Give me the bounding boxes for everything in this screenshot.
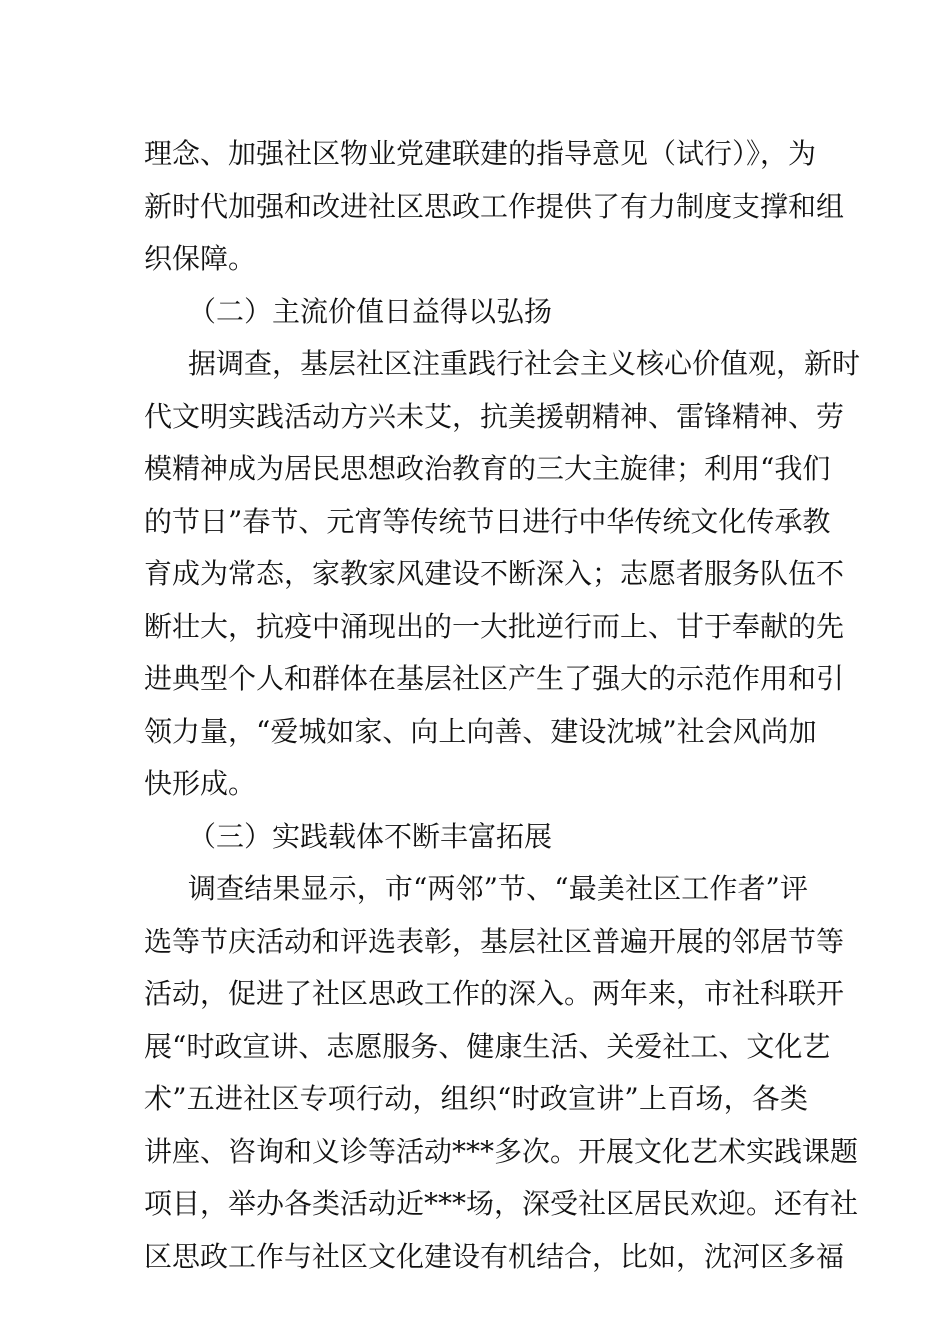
body-line: 领力量，“爱城如家、向上向善、建设沈城”社会风尚加: [144, 714, 817, 748]
body-line: 断壮大，抗疫中涌现出的一大批逆行而上、甘于奉献的先: [144, 609, 845, 643]
body-line: 据调查，基层社区注重践行社会主义核心价值观，新时: [188, 347, 861, 380]
body-line: 活动，促进了社区思政工作的深入。两年来，市社科联开: [144, 977, 845, 1010]
body-line: 项目，举办各类活动近***场，深受社区居民欢迎。还有社: [144, 1187, 859, 1220]
document-body: [144, 128, 861, 1283]
body-line: 选等节庆活动和评选表彰，基层社区普遍开展的邻居节等: [144, 924, 845, 958]
body-line: 区思政工作与社区文化建设有机结合，比如，沈河区多福: [144, 1239, 845, 1273]
body-line: 术”五进社区专项行动，组织“时政宣讲”上百场，各类: [144, 1082, 808, 1115]
body-line: 模精神成为居民思想政治教育的三大主旋律；利用“我们: [144, 452, 831, 485]
body-line: 代文明实践活动方兴未艾，抗美援朝精神、雷锋精神、劳: [144, 399, 845, 433]
body-line: 织保障。: [144, 242, 257, 275]
body-line: 理念、加强社区物业党建联建的指导意见（试行）》，为: [144, 137, 817, 170]
body-line: 讲座、咨询和义诊等活动***多次。开展文化艺术实践课题: [144, 1134, 859, 1168]
body-line: 新时代加强和改进社区思政工作提供了有力制度支撑和组: [144, 189, 845, 223]
body-line: 展“时政宣讲、志愿服务、健康生活、关爱社工、文化艺: [144, 1029, 831, 1063]
section-heading: （三）实践载体不断丰富拓展: [188, 819, 553, 853]
body-line: 快形成。: [144, 767, 257, 800]
body-line: 的节日”春节、元宵等传统节日进行中华传统文化传承教: [144, 504, 831, 538]
body-line: 育成为常态，家教家风建设不断深入；志愿者服务队伍不: [144, 557, 845, 590]
body-line: 进典型个人和群体在基层社区产生了强大的示范作用和引: [144, 662, 845, 695]
body-line: 调查结果显示，市“两邻”节、“最美社区工作者”评: [188, 872, 808, 905]
section-heading: （二）主流价值日益得以弘扬: [188, 294, 553, 328]
